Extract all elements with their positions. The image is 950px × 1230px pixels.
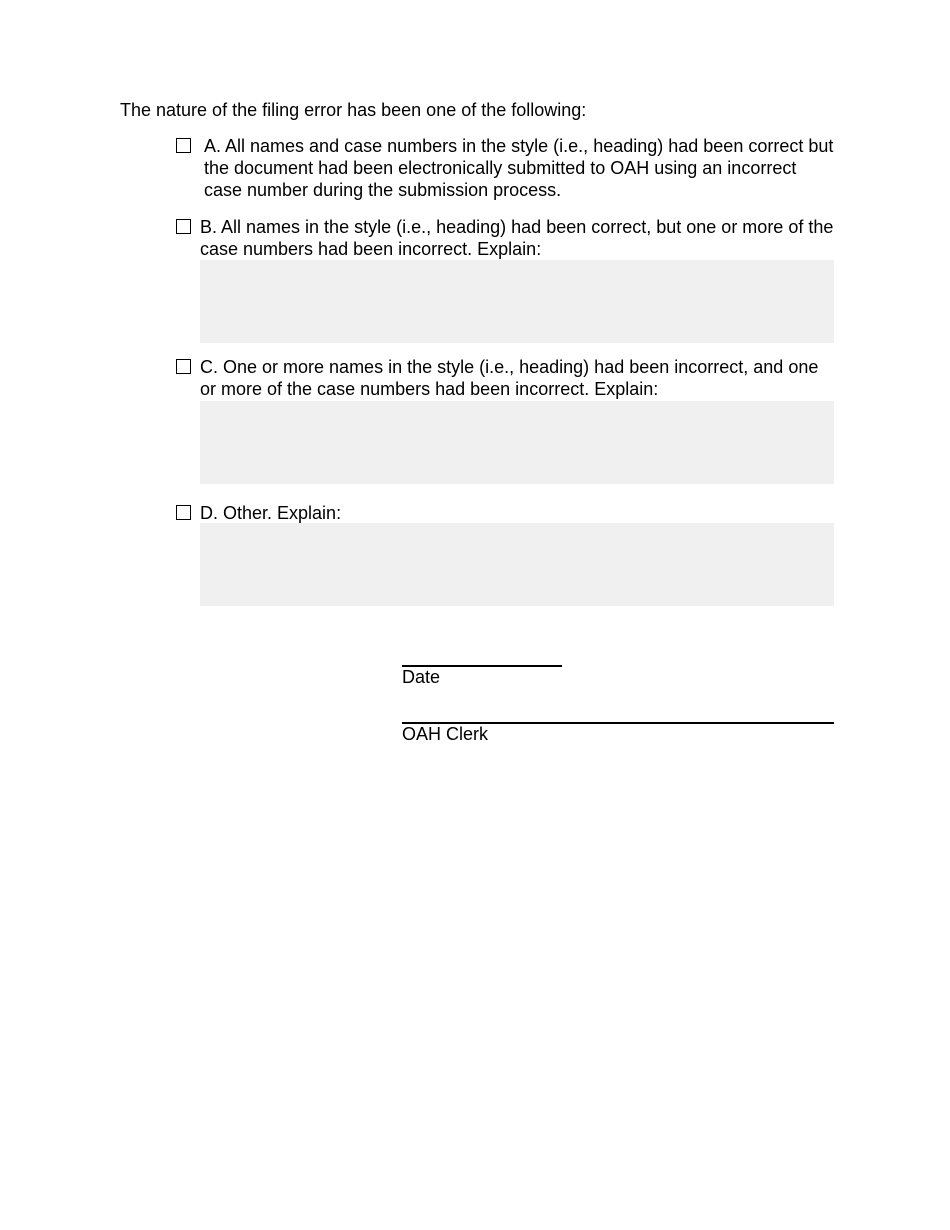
option-b — [176, 216, 836, 260]
option-d — [176, 502, 836, 524]
date-label: Date — [402, 667, 441, 687]
option-b-label: B. All names in the style (i.e., heading) had been correct, but one or more of the case numbers had been incorrect. Explain: — [200, 217, 834, 259]
option-a-label: A. All names and case numbers in the style (i.e., heading) had been correct but the document had been electronically submitted to OAH using an incorrect case number during the submission process. — [204, 136, 834, 200]
intro-text: The nature of the filing error has been one of the following: — [120, 100, 587, 120]
option-a-checkbox[interactable] — [176, 138, 191, 153]
option-d-checkbox[interactable] — [176, 505, 191, 520]
option-c-label: C. One or more names in the style (i.e., heading) had been incorrect, and one or more of the case numbers had been incorrect. Explain: — [200, 357, 819, 399]
option-b-checkbox[interactable] — [176, 219, 191, 234]
option-a — [176, 135, 836, 201]
option-d-label: D. Other. Explain: — [200, 503, 342, 523]
option-c-explain-field[interactable] — [200, 401, 834, 484]
clerk-label: OAH Clerk — [402, 724, 489, 744]
option-d-explain-field[interactable] — [200, 523, 834, 606]
option-c-checkbox[interactable] — [176, 359, 191, 374]
option-c — [176, 356, 836, 400]
option-b-explain-field[interactable] — [200, 260, 834, 343]
